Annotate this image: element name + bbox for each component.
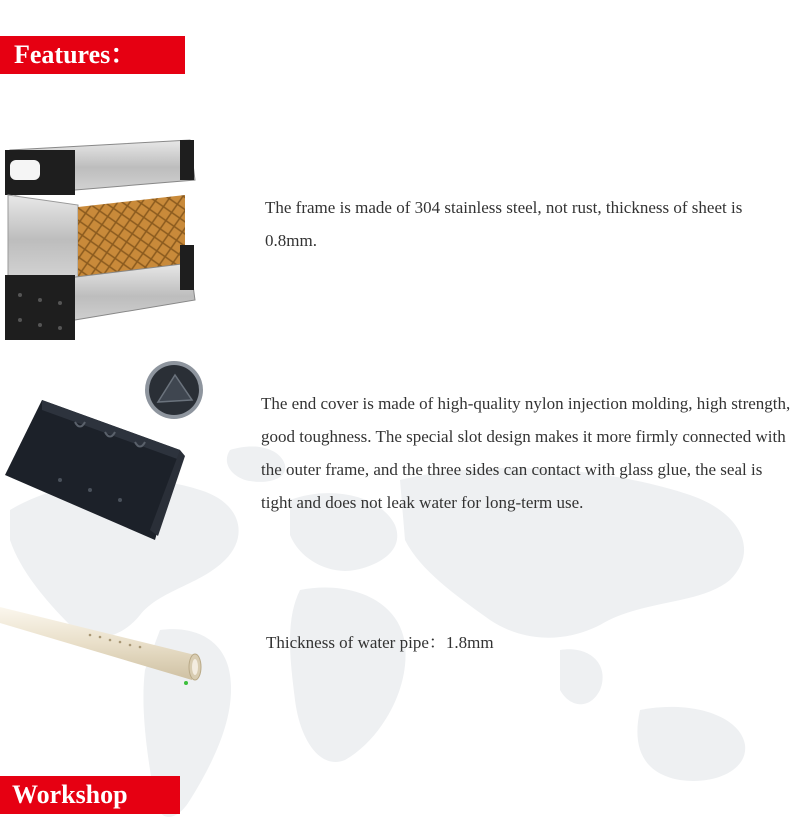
water-pipe-photo [0,595,215,690]
water-pipe-thickness-description: Thickness of water pipe：1.8mm [266,633,494,652]
end-cover-description: The end cover is made of high-quality nylon injection molding, high strength, good toughness. The special slot design makes it more firmly connected with the outer frame, and the three sides can contact with glass glue, the seal is tight and does not leak water for long-term use. [261,394,791,512]
features-section-banner: Features： [0,36,185,74]
nylon-end-cover-photo [0,360,210,545]
workshop-section-banner: Workshop [0,776,180,814]
frame-material-description: The frame is made of 304 stainless steel, not rust, thickness of sheet is 0.8mm. [265,198,743,250]
cooling-pad-frame-photo [0,135,200,347]
